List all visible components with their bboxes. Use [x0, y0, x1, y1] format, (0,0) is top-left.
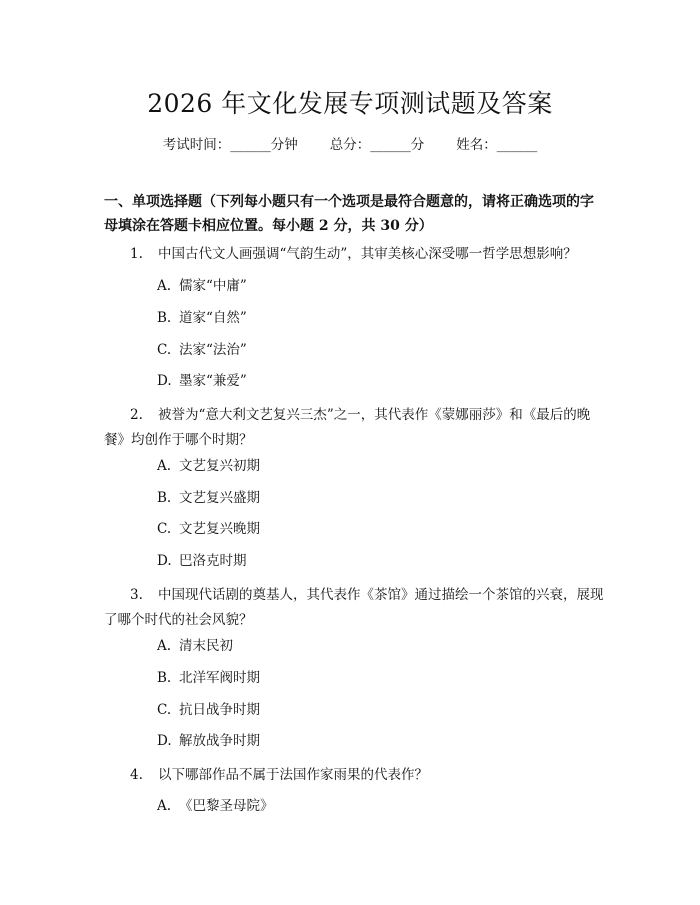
option-2d — [157, 551, 247, 571]
question-2 — [104, 403, 604, 453]
option-2a — [157, 456, 260, 476]
option-letter: A. — [157, 798, 172, 814]
question-number: 1. — [130, 246, 143, 262]
question-number: 3. — [130, 587, 143, 603]
option-letter: B. — [157, 490, 172, 506]
exam-time-field: 考试时间：______分钟 — [162, 137, 298, 153]
option-letter: D. — [157, 733, 172, 749]
option-3a — [157, 636, 233, 656]
section-heading-line-1: 一、单项选择题（下列每小题只有一个选项是最符合题意的，请将正确选项的字 — [104, 194, 594, 210]
question-text: 中国现代话剧的奠基人，其代表作《茶馆》通过描绘一个茶馆的兴衰，展现了哪个时代的社会风貌？ — [104, 587, 604, 628]
option-letter: C. — [157, 702, 172, 718]
option-text: 巴洛克时期 — [179, 553, 247, 569]
exam-info-line — [0, 133, 700, 153]
option-letter: A. — [157, 638, 172, 654]
option-3d — [157, 731, 260, 751]
option-text: 墨家“兼爱” — [179, 373, 247, 389]
option-letter: C. — [157, 342, 172, 358]
option-2c — [157, 519, 260, 539]
option-text: 儒家“中庸” — [179, 278, 247, 294]
option-text: 《巴黎圣母院》 — [179, 798, 274, 814]
option-letter: A. — [157, 278, 172, 294]
total-score-field: 总分：______分 — [329, 137, 425, 153]
question-number: 4. — [130, 767, 143, 783]
page-title: 2026 年文化发展专项测试题及答案 — [147, 89, 553, 118]
option-4a — [157, 796, 274, 816]
option-text: 抗日战争时期 — [179, 702, 260, 718]
option-2b — [157, 488, 260, 508]
option-3c — [157, 700, 260, 720]
option-letter: A. — [157, 458, 172, 474]
option-text: 北洋军阀时期 — [179, 670, 260, 686]
question-1 — [104, 242, 604, 267]
option-1a — [157, 276, 247, 296]
question-3 — [104, 583, 604, 633]
option-text: 文艺复兴初期 — [179, 458, 260, 474]
option-1d — [157, 371, 247, 391]
question-4 — [104, 763, 604, 788]
section-heading-line-2: 母填涂在答题卡相应位置。每小题 2 分，共 30 分） — [104, 218, 433, 234]
option-text: 文艺复兴盛期 — [179, 490, 260, 506]
option-letter: C. — [157, 521, 172, 537]
section-heading — [104, 190, 604, 238]
option-letter: B. — [157, 310, 172, 326]
option-letter: B. — [157, 670, 172, 686]
option-text: 道家“自然” — [179, 310, 247, 326]
option-letter: D. — [157, 553, 172, 569]
option-letter: D. — [157, 373, 172, 389]
name-field: 姓名：______ — [456, 137, 538, 153]
option-text: 清末民初 — [179, 638, 233, 654]
question-text: 被誉为“意大利文艺复兴三杰”之一，其代表作《蒙娜丽莎》和《最后的晚餐》均创作于哪个时期？ — [104, 407, 591, 448]
option-3b — [157, 668, 260, 688]
option-text: 法家“法治” — [179, 342, 247, 358]
option-1b — [157, 308, 247, 328]
option-1c — [157, 340, 247, 360]
question-text: 以下哪部作品不属于法国作家雨果的代表作？ — [158, 767, 428, 783]
question-text: 中国古代文人画强调“气韵生动”，其审美核心深受哪一哲学思想影响？ — [158, 246, 577, 262]
option-text: 解放战争时期 — [179, 733, 260, 749]
option-text: 文艺复兴晚期 — [179, 521, 260, 537]
question-number: 2. — [130, 407, 143, 423]
